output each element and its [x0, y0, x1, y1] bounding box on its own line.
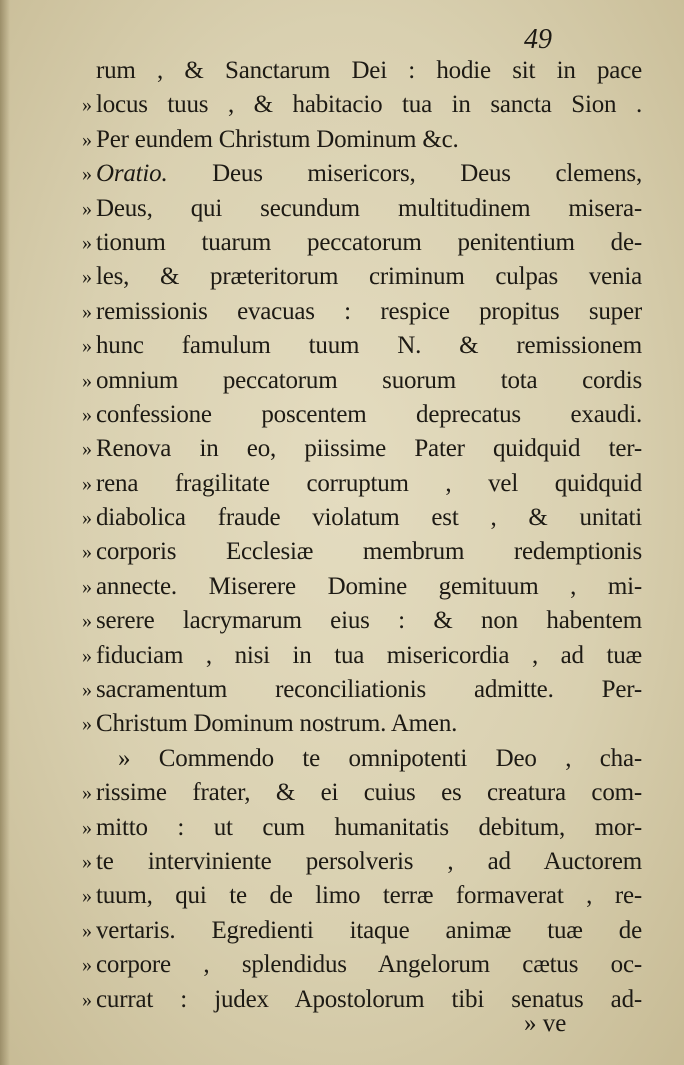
text-line: [56, 467, 642, 501]
line-text: corpore , splendidus Angelorum cætus oc-: [96, 951, 642, 979]
text-line: [56, 157, 642, 191]
line-text: [96, 157, 642, 191]
text-line: [56, 845, 642, 879]
quote-mark: »: [82, 954, 92, 977]
line-text: fiduciam , nisi in tua misericordia , ad tuæ: [96, 641, 642, 669]
quote-mark: »: [82, 610, 92, 633]
catchword: » ve: [524, 1010, 567, 1037]
text-line: [56, 88, 642, 122]
quote-mark: »: [82, 575, 92, 598]
line-text: vertaris. Egredienti itaque animæ tuæ de: [96, 916, 642, 944]
line-text: Deus, qui secundum multitudinem misera-: [96, 194, 642, 222]
text-line: [56, 398, 642, 432]
line-text: Christum Dominum nostrum. Amen.: [96, 710, 458, 738]
quote-mark: »: [82, 919, 92, 942]
quote-mark: »: [82, 403, 92, 426]
line-text: currat : judex Apostolorum tibi senatus ad-: [96, 985, 642, 1013]
text-line: [56, 811, 642, 845]
line-text: les, & præteritorum criminum culpas venia: [96, 263, 642, 291]
body-text: [56, 54, 642, 1017]
line-text: confessione poscentem deprecatus exaudi.: [96, 400, 642, 428]
text-line: [56, 54, 642, 88]
quote-mark: »: [82, 679, 92, 702]
line-text: rissime frater, & ei cuius es creatura com-: [96, 779, 642, 807]
quote-mark: [56, 742, 96, 776]
quote-mark: »: [82, 197, 92, 220]
line-text: serere lacrymarum eius : & non habentem: [96, 607, 642, 635]
text-line: [56, 604, 642, 638]
line-text: diabolica fraude violatum est , & unitati: [96, 504, 642, 532]
quote-mark: »: [82, 541, 92, 564]
quote-mark: »: [82, 472, 92, 495]
quote-mark: [56, 54, 96, 88]
line-text: corporis Ecclesiæ membrum redemptionis: [96, 538, 642, 566]
line-text: Renova in eo, piissime Pater quidquid ter-: [96, 435, 642, 463]
line-text: tuum, qui te de limo terræ formaverat , re-: [96, 882, 642, 910]
quote-mark: »: [82, 782, 92, 805]
text-line: [56, 948, 642, 982]
quote-mark: »: [82, 369, 92, 392]
text-line: [56, 914, 642, 948]
text-line: [56, 776, 642, 810]
quote-mark: »: [82, 163, 92, 186]
text-line: [56, 329, 642, 363]
line-text: » Commendo te omnipotenti Deo , cha-: [118, 744, 642, 772]
quote-mark: »: [82, 300, 92, 323]
line-text: tionum tuarum peccatorum penitentium de-: [96, 228, 642, 256]
text-line: [56, 707, 642, 741]
text-line: [56, 123, 642, 157]
text-line: [56, 295, 642, 329]
line-text: rena fragilitate corruptum , vel quidquid: [96, 469, 642, 497]
quote-mark: »: [82, 266, 92, 289]
line-text: rum , & Sanctarum Dei : hodie sit in pace: [96, 57, 642, 84]
text-line: [56, 260, 642, 294]
text-line: [56, 226, 642, 260]
line-text: omnium peccatorum suorum tota cordis: [96, 366, 642, 394]
line-text: mitto : ut cum humanitatis debitum, mor-: [96, 813, 642, 841]
quote-mark: »: [82, 850, 92, 873]
line-text: sacramentum reconciliationis admitte. Per-: [96, 676, 642, 704]
page-edge-shadow: [0, 0, 10, 1065]
line-text: hunc famulum tuum N. & remissionem: [96, 332, 642, 360]
text-line: [56, 570, 642, 604]
line-text: annecte. Miserere Domine gemituum , mi-: [96, 572, 642, 600]
quote-mark: »: [82, 438, 92, 461]
quote-mark: »: [82, 335, 92, 358]
text-line: [56, 501, 642, 535]
text-line: [56, 639, 642, 673]
line-text: Per eundem Christum Dominum &c.: [96, 125, 459, 153]
text-line: [56, 432, 642, 466]
line-text-rest: Deus misericors, Deus clemens,: [167, 160, 642, 188]
text-line: [56, 192, 642, 226]
page-number: 49: [524, 24, 552, 55]
line-text: locus tuus , & habitacio tua in sancta Sion .: [96, 91, 642, 119]
quote-mark: »: [82, 885, 92, 908]
quote-mark: »: [82, 507, 92, 530]
quote-mark: »: [82, 988, 92, 1011]
line-text: remissionis evacuas : respice propitus super: [96, 297, 642, 325]
text-line: [56, 879, 642, 913]
quote-mark: »: [82, 94, 92, 117]
text-line: [56, 364, 642, 398]
quote-mark: »: [82, 816, 92, 839]
quote-mark: »: [82, 644, 92, 667]
text-line: [56, 535, 642, 569]
quote-mark: »: [82, 231, 92, 254]
quote-mark: »: [82, 128, 92, 151]
text-line: [56, 742, 642, 776]
quote-mark: »: [82, 713, 92, 736]
text-line: [56, 673, 642, 707]
italic-heading: Oratio.: [96, 160, 168, 188]
line-text: te interviniente persolveris , ad Auctorem: [96, 847, 642, 875]
